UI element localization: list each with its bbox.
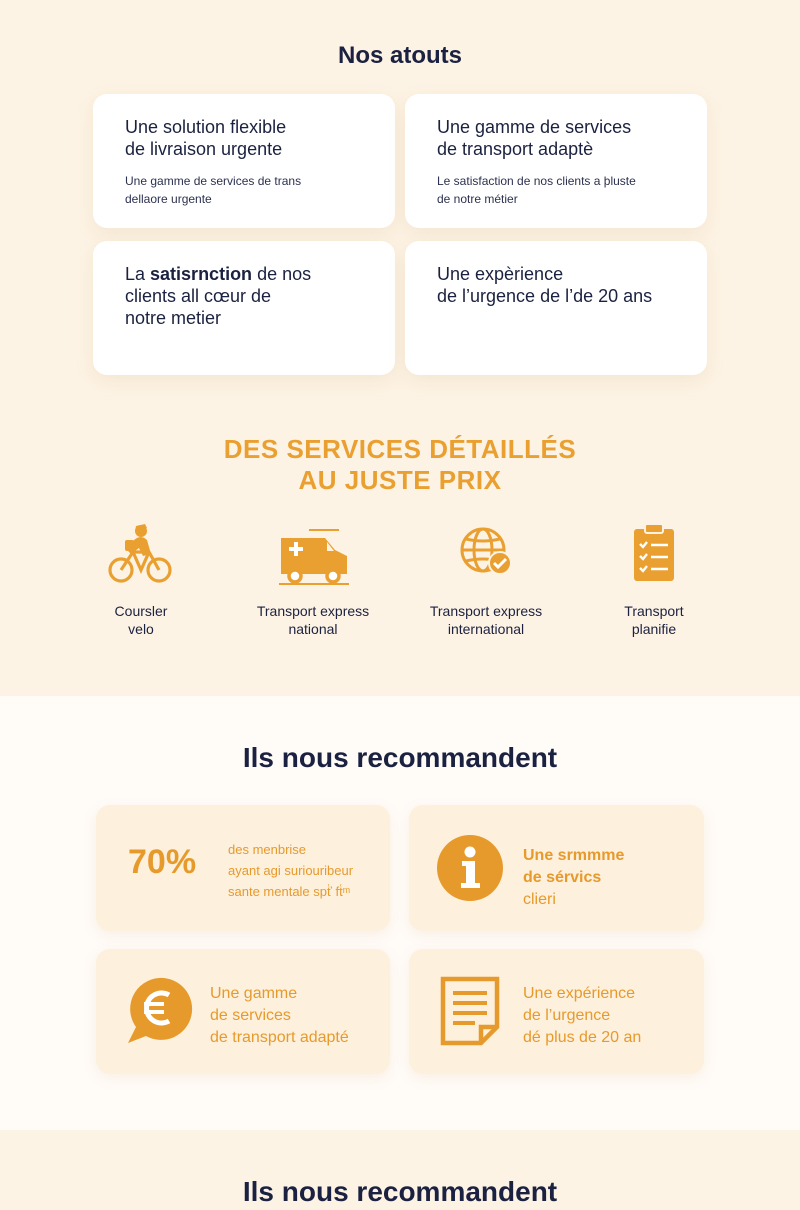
price-line: Une gamme xyxy=(210,985,298,1002)
section-title-recommend: Ils nous recommandent xyxy=(242,742,558,773)
card-sub-line: de notre métier xyxy=(437,192,518,206)
card-sub-line: Une gamme de services de trans xyxy=(125,174,302,188)
card-subtext xyxy=(125,172,363,208)
bicycle-courier-icon xyxy=(101,520,181,590)
section-title-atouts: Nos atouts xyxy=(337,42,462,69)
info-line: clieri xyxy=(523,891,556,908)
services-title xyxy=(0,434,800,496)
info-line: Une srmmme xyxy=(523,847,625,864)
card-text-post: de nos xyxy=(252,264,312,284)
service-transport-national[interactable] xyxy=(228,520,398,638)
stat-text xyxy=(228,839,353,902)
atout-card-flexible xyxy=(93,94,395,228)
card-line: de livraison urgente xyxy=(125,139,283,159)
card-subtext xyxy=(437,172,675,208)
service-label-line: planifie xyxy=(631,621,677,637)
service-coursier-velo[interactable] xyxy=(56,520,226,638)
clipboard-checklist-icon xyxy=(614,520,694,590)
experience-line: de l’urgence xyxy=(523,1007,611,1024)
service-label xyxy=(56,602,226,638)
card-line: clients all cœur de xyxy=(125,286,272,306)
card-line: Une gamme de services xyxy=(437,117,632,137)
service-label xyxy=(401,602,571,638)
recommend-section xyxy=(0,696,800,1130)
experience-text xyxy=(523,983,641,1049)
price-text xyxy=(210,983,349,1049)
price-line: de services xyxy=(210,1007,291,1024)
info-text xyxy=(523,845,624,911)
stat-line: des menbrise xyxy=(228,842,307,857)
atout-card-satisfaction xyxy=(93,241,395,375)
recommend-card-info xyxy=(409,805,704,931)
section-title-bottom: Ils nous recommandent xyxy=(242,1176,558,1207)
service-label-line: Transport express xyxy=(429,603,543,619)
price-line: de transport adapté xyxy=(210,1029,349,1046)
services-title-line: AU JUSTE PRIX xyxy=(298,465,502,495)
service-label xyxy=(569,602,739,638)
info-icon xyxy=(435,833,505,903)
bottom-section xyxy=(0,1130,800,1207)
recommend-card-stat xyxy=(96,805,390,931)
experience-line: Une expérience xyxy=(523,985,636,1002)
service-label-line: Coursler xyxy=(114,603,168,619)
card-line: Une solution flexible xyxy=(125,117,287,137)
info-line: de sérvics xyxy=(523,869,602,886)
services-title-line: DES SERVICES DÉTAILLÉS xyxy=(223,434,577,464)
euro-speech-bubble-icon xyxy=(124,975,194,1045)
delivery-van-icon xyxy=(273,520,353,590)
atout-card-experience xyxy=(405,241,707,375)
card-line: Une expèrience xyxy=(437,264,564,284)
service-label-line: Transport express xyxy=(256,603,370,619)
percent-value: 70% xyxy=(128,843,197,881)
card-text-bold: satisrnction xyxy=(150,264,253,284)
document-icon xyxy=(437,975,503,1047)
card-text-pre: La xyxy=(125,264,151,284)
stat-line: sante mentale spť͑ ft͑ᵐ xyxy=(228,884,351,899)
recommend-card-price xyxy=(96,949,390,1074)
atout-card-gamme xyxy=(405,94,707,228)
service-label-line: national xyxy=(288,621,338,637)
service-label xyxy=(228,602,398,638)
service-transport-planifie[interactable] xyxy=(569,520,739,638)
card-sub-line: dellaore urgente xyxy=(125,192,212,206)
service-transport-international[interactable] xyxy=(401,520,571,638)
card-line: de l’urgence de l’de 20 ans xyxy=(437,286,653,306)
experience-line: dé plus de 20 an xyxy=(523,1029,642,1046)
service-label-line: Transport xyxy=(624,603,684,619)
recommend-card-experience xyxy=(409,949,704,1074)
card-line: notre metier xyxy=(125,308,222,328)
globe-check-icon xyxy=(446,520,526,590)
stat-line: ayant agi suriouribeur xyxy=(228,863,354,878)
card-sub-line: Le satisfaction de nos clients a þluste xyxy=(437,174,636,188)
card-line: de transport adaptè xyxy=(437,139,594,159)
service-label-line: velo xyxy=(128,621,154,637)
service-label-line: international xyxy=(447,621,525,637)
card-line xyxy=(125,263,363,285)
